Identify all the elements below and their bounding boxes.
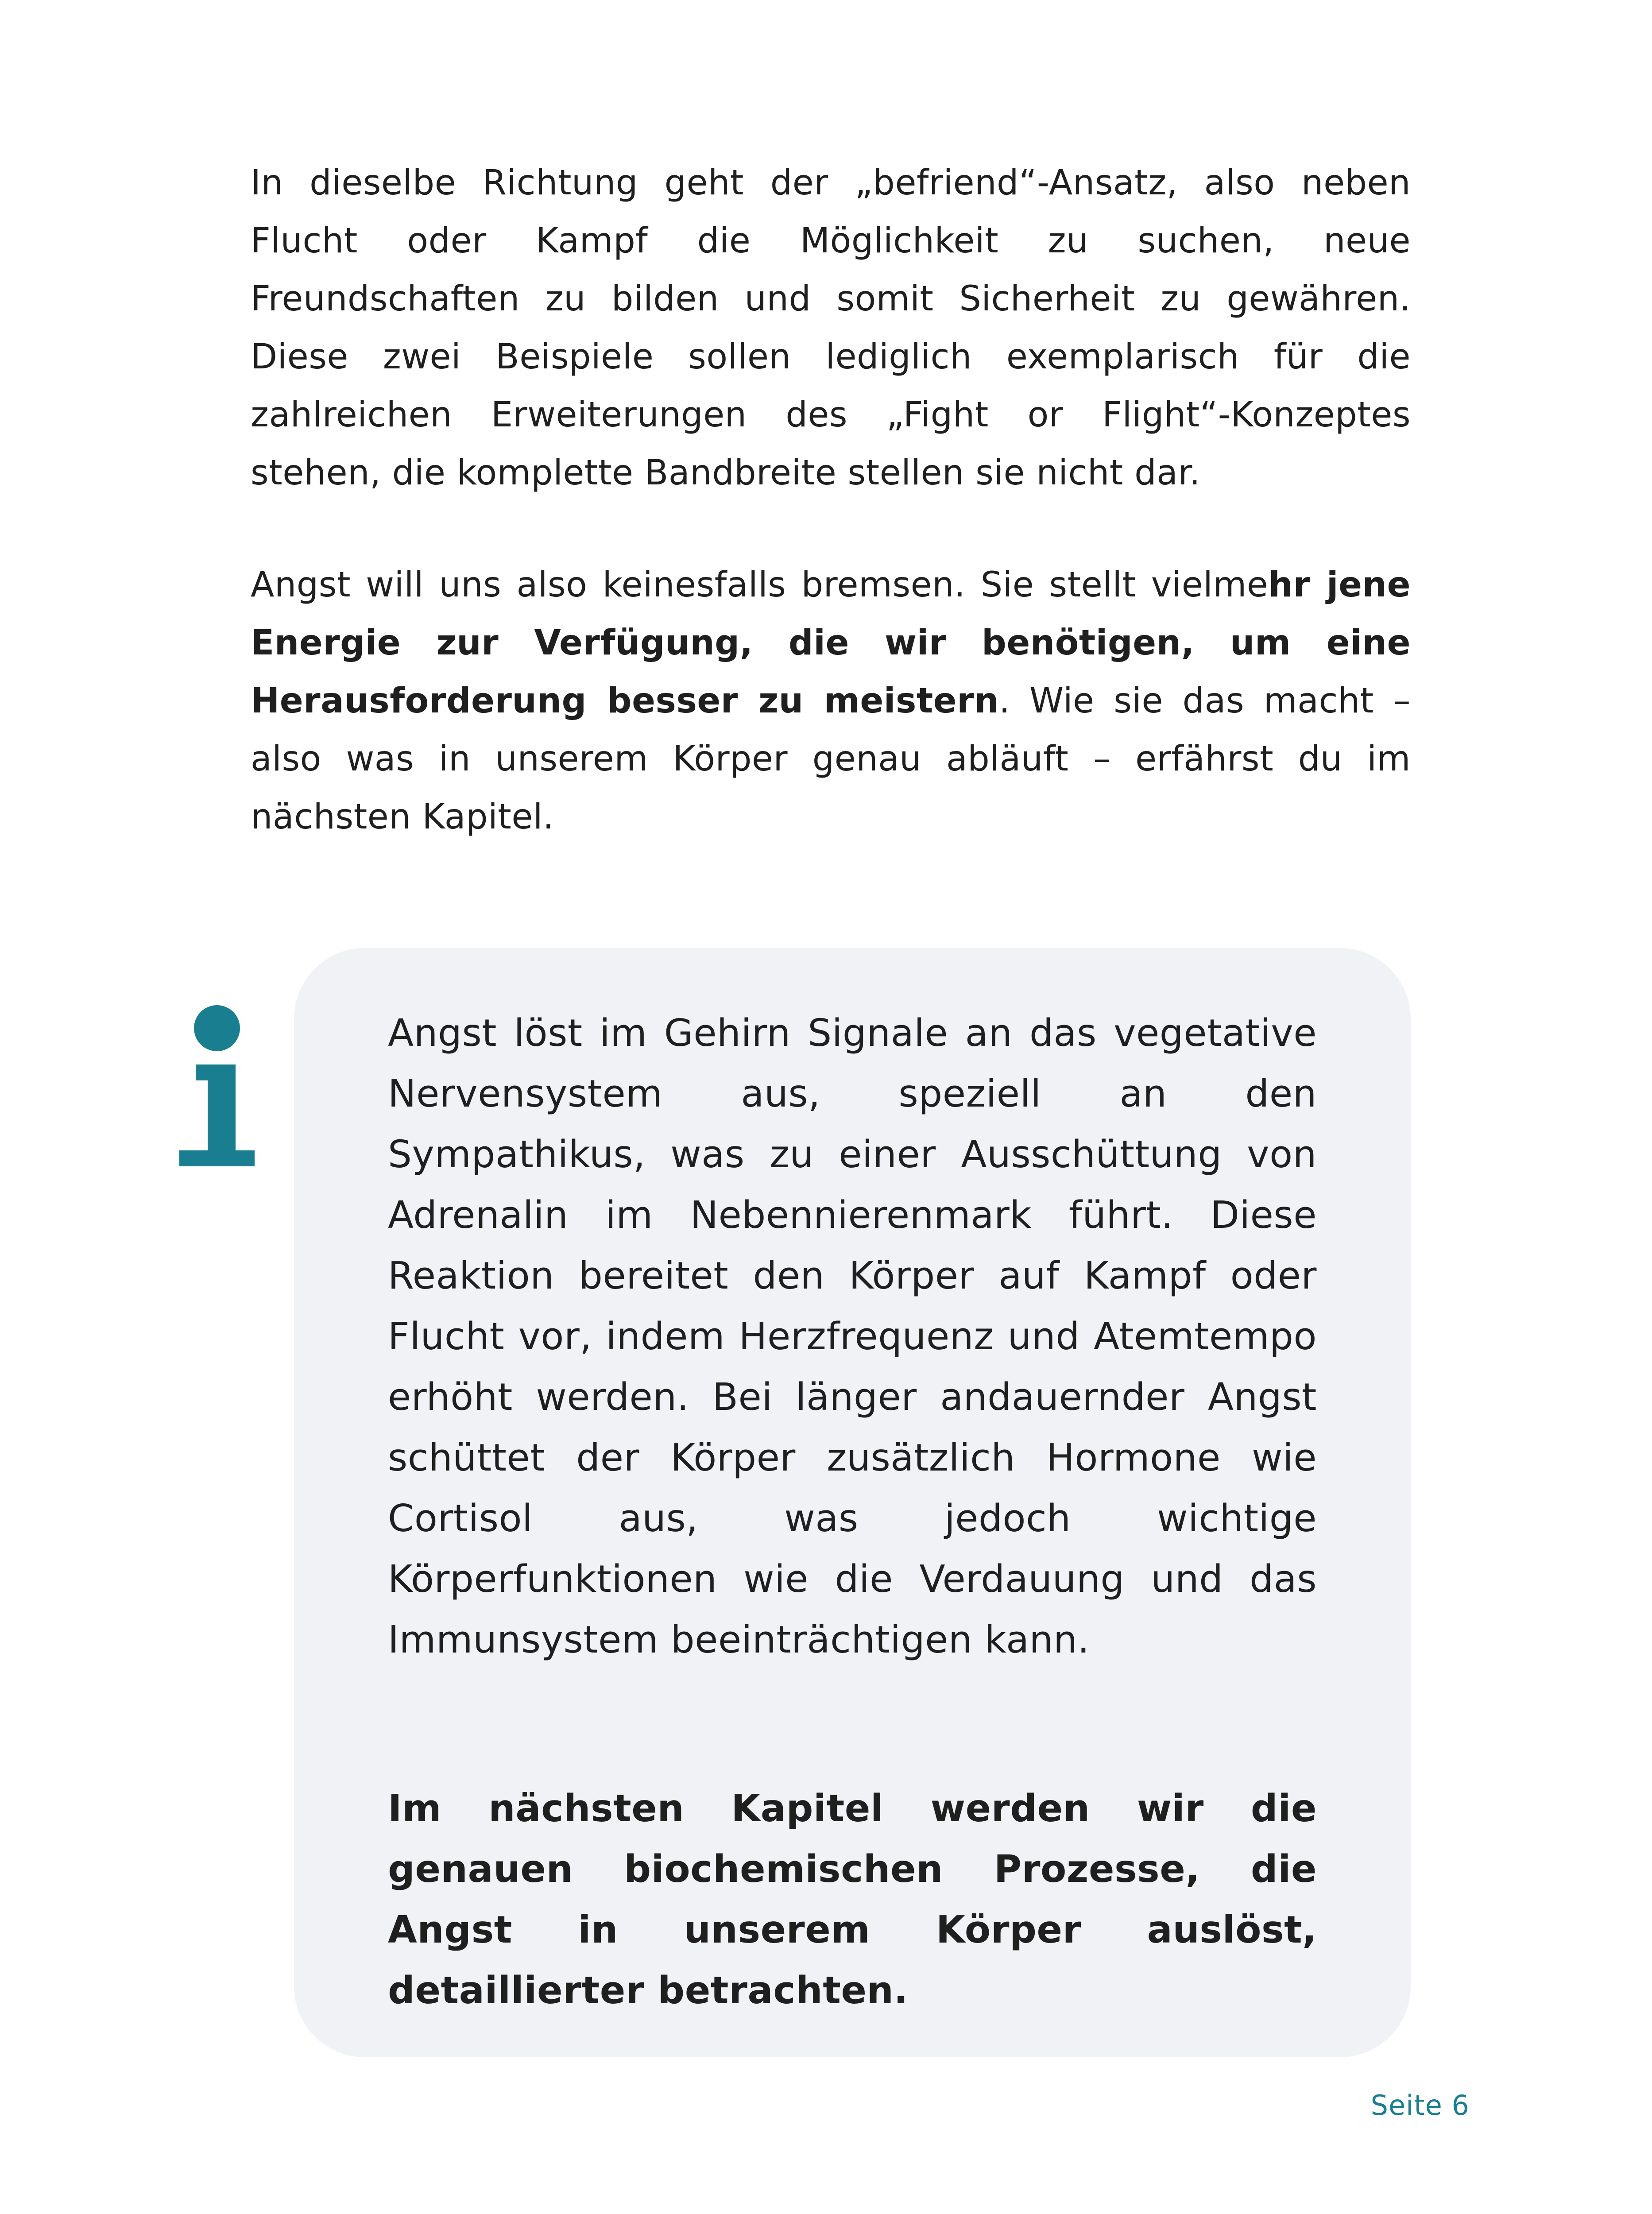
info-box-highlight-paragraph: Im nächsten Kapitel werden wir die genauen biochemischen Prozesse, die Angst in unserem Körper auslöst, detaillierter betrachten. xyxy=(388,1787,1317,2013)
paragraph-text-start: Angst will uns also keinesfalls bremsen. Sie stellt vielme xyxy=(251,565,1269,605)
page-number: Seite 6 xyxy=(1370,2089,1470,2121)
paragraph-text-bold: hr jene Energie zur Verfügung, die wir benötigen, um eine Herausforderung besser zu meistern xyxy=(251,565,1411,721)
paragraph-text-end: . Wie sie das macht – also was in unserem Körper genau abläuft – erfährst du im nächsten Kapitel. xyxy=(251,681,1411,837)
info-box xyxy=(294,948,1411,2057)
body-paragraph-befriend: In dieselbe Richtung geht der „befriend“-Ansatz, also neben Flucht oder Kampf die Möglichkeit zu suchen, neue Freundschaften zu bilden und somit Sicherheit zu gewähren. Diese zwei Beispiele sollen lediglich exemplarisch für die zahlreichen Erweiterungen des „Fight or Flight“-Konzeptes stehen, die komplette Bandbreite stellen sie nicht dar. xyxy=(251,163,1411,493)
info-icon xyxy=(179,1004,255,1173)
info-box-paragraph: Angst löst im Gehirn Signale an das vegetative Nervensystem aus, speziell an den Sympathikus, was zu einer Ausschüttung von Adrenalin im Nebennierenmark führt. Diese Reaktion bereitet den Körper auf Kampf oder Flucht vor, indem Herzfrequenz und Atemtempo erhöht werden. Bei länger andauernder Angst schüttet der Körper zusätzlich Hormone wie Cortisol aus, was jedoch wichtige Körperfunktionen wie die Verdauung und das Immunsystem beeinträchtigen kann. xyxy=(388,1011,1317,1662)
body-paragraph-angst xyxy=(251,556,1411,846)
